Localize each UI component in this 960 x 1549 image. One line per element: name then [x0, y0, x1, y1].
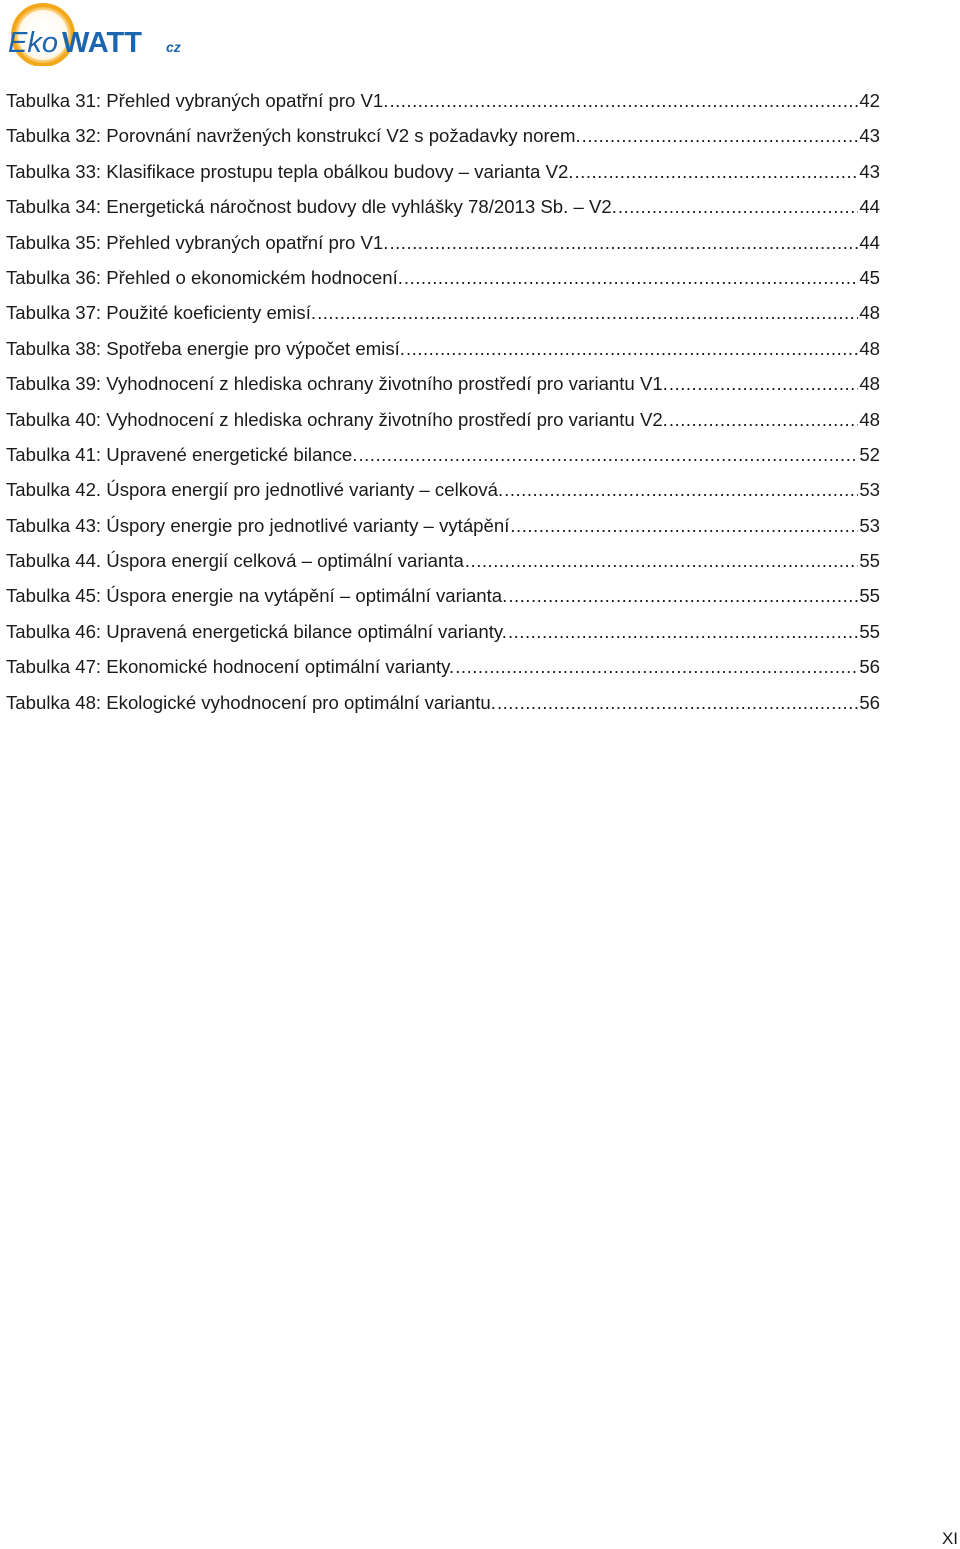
- logo-text-eko: Eko: [8, 27, 58, 59]
- toc-entry-title: Tabulka 48: Ekologické vyhodnocení pro optimální variantu.: [6, 691, 496, 713]
- toc-dot-leader: [508, 614, 858, 649]
- toc-entry-title: Tabulka 34: Energetická náročnost budovy dle vyhlášky 78/2013 Sb. – V2.: [6, 196, 617, 218]
- table-of-tables: [6, 83, 880, 720]
- toc-entry[interactable]: [6, 366, 880, 401]
- toc-dot-leader: [618, 189, 858, 224]
- toc-entry-page: 48: [859, 337, 880, 359]
- logo-text-cz: cz: [166, 39, 181, 55]
- toc-entry[interactable]: [6, 437, 880, 472]
- toc-entry-title: Tabulka 43: Úspory energie pro jednotlivé varianty – vytápění: [6, 514, 510, 536]
- toc-dot-leader: [582, 118, 859, 153]
- toc-entry-title: Tabulka 39: Vyhodnocení z hlediska ochrany životního prostředí pro variantu V1.: [6, 373, 668, 395]
- toc-dot-leader: [465, 543, 858, 578]
- toc-entry-page: 56: [859, 656, 880, 678]
- toc-entry[interactable]: [6, 578, 880, 613]
- logo-text-watt: WATT: [62, 27, 142, 59]
- toc-entry-title: Tabulka 32: Porovnání navržených konstrukcí V2 s požadavky norem.: [6, 125, 581, 147]
- toc-entry-page: 52: [859, 443, 880, 465]
- toc-entry-page: 48: [859, 408, 880, 430]
- toc-entry-page: 55: [859, 620, 880, 642]
- toc-entry-title: Tabulka 37: Použité koeficienty emisí.: [6, 302, 317, 324]
- toc-dot-leader: [574, 154, 858, 189]
- toc-entry-title: Tabulka 31: Přehled vybraných opatřní pro V1.: [6, 90, 389, 111]
- toc-entry[interactable]: [6, 154, 880, 189]
- toc-entry-page: 55: [859, 550, 880, 572]
- toc-entry[interactable]: [6, 614, 880, 649]
- toc-entry[interactable]: [6, 118, 880, 153]
- toc-entry-page: 44: [859, 231, 880, 253]
- toc-entry-page: 42: [859, 90, 880, 111]
- toc-entry[interactable]: [6, 649, 880, 684]
- toc-entry-title: Tabulka 42. Úspora energií pro jednotlivé varianty – celková.: [6, 479, 504, 501]
- toc-entry-page: 55: [859, 585, 880, 607]
- toc-entry-title: Tabulka 46: Upravená energetická bilance optimální varianty.: [6, 620, 507, 642]
- toc-entry-title: Tabulka 33: Klasifikace prostupu tepla obálkou budovy – varianta V2.: [6, 160, 574, 182]
- toc-dot-leader: [669, 366, 858, 401]
- toc-dot-leader: [389, 83, 858, 118]
- toc-dot-leader: [497, 685, 858, 720]
- toc-dot-leader: [669, 402, 858, 437]
- toc-entry-page: 56: [859, 691, 880, 713]
- toc-dot-leader: [510, 508, 858, 543]
- toc-dot-leader: [504, 472, 858, 507]
- toc-entry[interactable]: [6, 189, 880, 224]
- toc-entry-title: Tabulka 45: Úspora energie na vytápění – optimální varianta.: [6, 585, 508, 607]
- toc-entry[interactable]: [6, 225, 880, 260]
- toc-entry-title: Tabulka 40: Vyhodnocení z hlediska ochrany životního prostředí pro variantu V2.: [6, 408, 668, 430]
- toc-entry-title: Tabulka 44. Úspora energií celková – optimální varianta: [6, 550, 464, 572]
- toc-entry-page: 44: [859, 196, 880, 218]
- ekowatt-logo: [3, 2, 193, 66]
- toc-entry-page: 53: [859, 514, 880, 536]
- toc-entry-title: Tabulka 41: Upravené energetické bilance.: [6, 443, 358, 465]
- toc-entry-page: 43: [859, 125, 880, 147]
- toc-dot-leader: [508, 578, 858, 613]
- toc-entry[interactable]: [6, 260, 880, 295]
- toc-entry-title: Tabulka 38: Spotřeba energie pro výpočet emisí.: [6, 337, 405, 359]
- toc-entry-page: 43: [859, 160, 880, 182]
- toc-dot-leader: [358, 437, 858, 472]
- toc-entry[interactable]: [6, 543, 880, 578]
- toc-dot-leader: [455, 649, 858, 684]
- toc-entry[interactable]: [6, 402, 880, 437]
- toc-entry-title: Tabulka 47: Ekonomické hodnocení optimální varianty.: [6, 656, 455, 678]
- toc-dot-leader: [404, 260, 858, 295]
- toc-entry-title: Tabulka 36: Přehled o ekonomickém hodnocení.: [6, 266, 403, 288]
- toc-dot-leader: [389, 225, 858, 260]
- toc-entry-page: 53: [859, 479, 880, 501]
- toc-dot-leader: [317, 295, 858, 330]
- page-number: XI: [941, 1529, 958, 1548]
- toc-entry[interactable]: [6, 472, 880, 507]
- toc-entry-page: 45: [859, 266, 880, 288]
- toc-entry-page: 48: [859, 373, 880, 395]
- toc-entry-title: Tabulka 35: Přehled vybraných opatřní pro V1.: [6, 231, 389, 253]
- toc-entry[interactable]: [6, 685, 880, 720]
- toc-dot-leader: [406, 331, 858, 366]
- toc-entry[interactable]: [6, 83, 880, 118]
- toc-entry-page: 48: [859, 302, 880, 324]
- toc-entry[interactable]: [6, 331, 880, 366]
- toc-entry[interactable]: [6, 295, 880, 330]
- toc-entry[interactable]: [6, 508, 880, 543]
